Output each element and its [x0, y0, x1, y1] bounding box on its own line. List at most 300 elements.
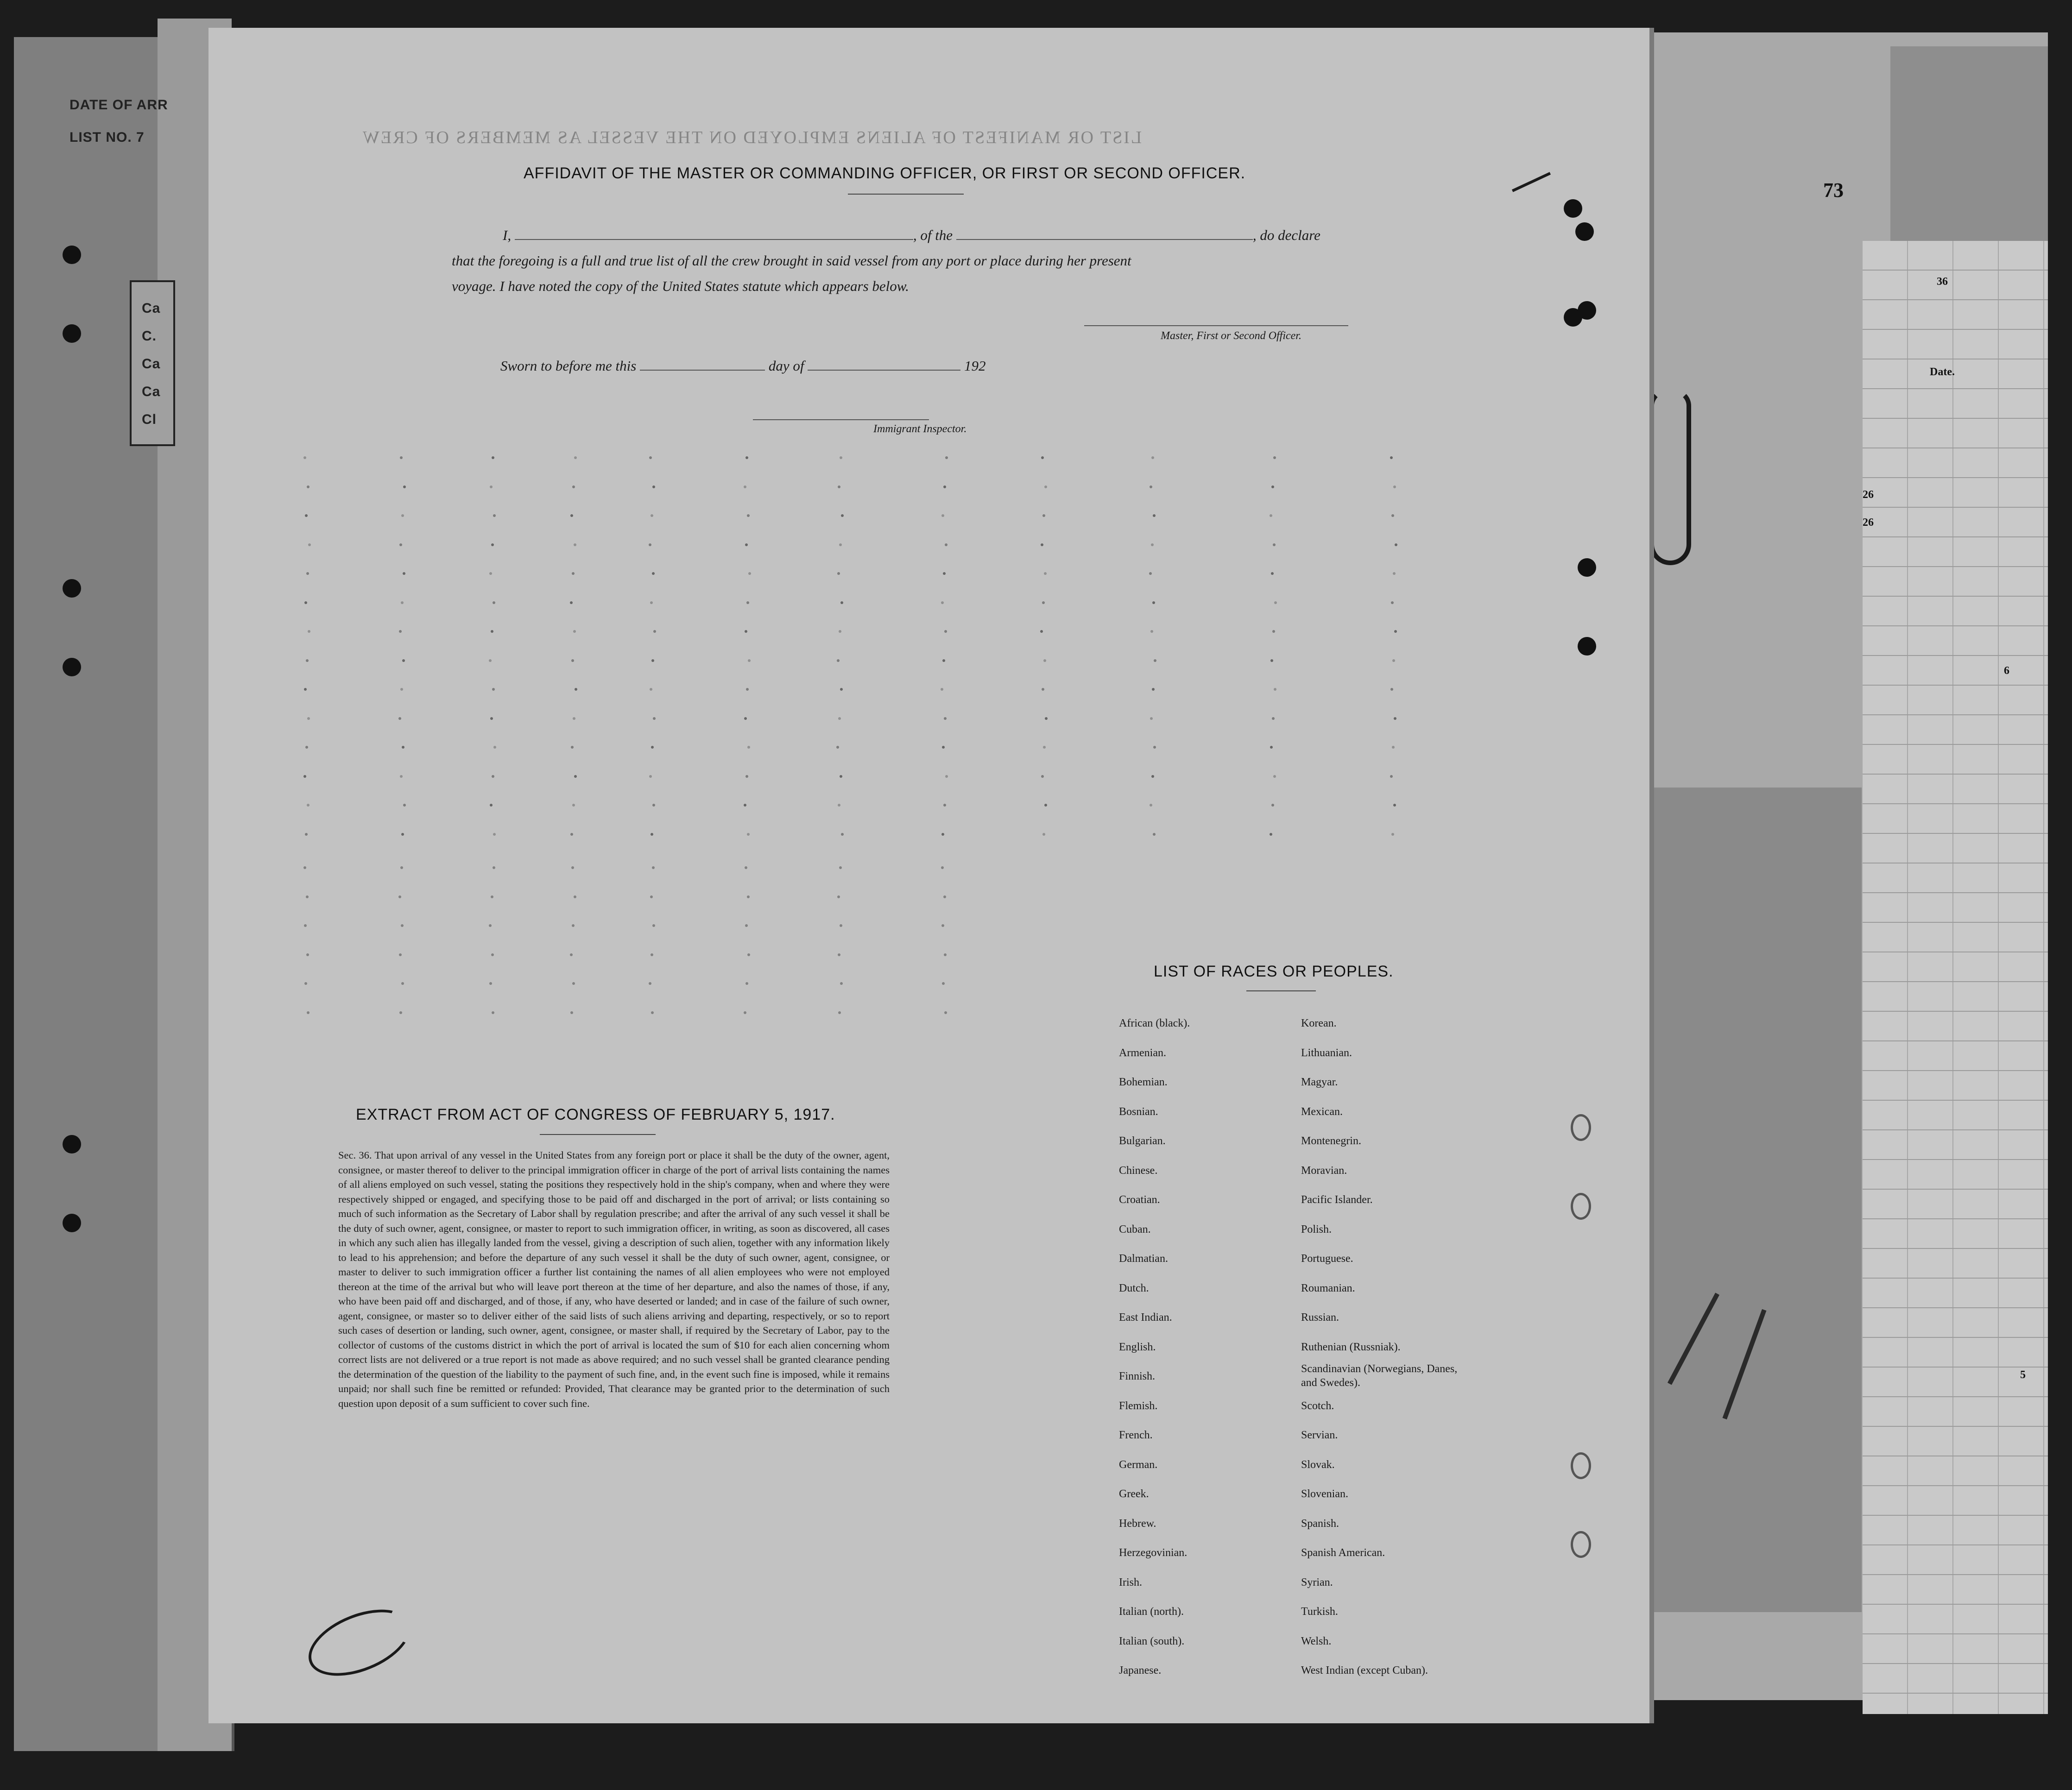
dot-mark [748, 572, 751, 575]
dot-mark [836, 746, 839, 749]
dot-mark [491, 630, 493, 633]
dot-mark [401, 514, 404, 517]
dot-mark [1270, 746, 1273, 749]
dot-mark [1043, 659, 1046, 662]
dot-mark [307, 485, 310, 488]
race-item: Finnish. [1119, 1370, 1156, 1382]
dot-mark [403, 572, 405, 575]
dot-mark [304, 982, 307, 985]
dot-mark [573, 630, 576, 633]
dot-mark [489, 924, 492, 927]
binder-hole [63, 658, 81, 676]
left-label-list: LIST NO. 7 [69, 130, 145, 145]
dot-mark [1042, 688, 1044, 691]
dot-mark [492, 1011, 494, 1014]
dot-mark [1153, 746, 1156, 749]
dot-mark [493, 514, 496, 517]
dot-mark [399, 630, 402, 633]
race-item: Italian (north). [1119, 1606, 1184, 1618]
dot-mark [571, 746, 574, 749]
dot-mark [652, 924, 655, 927]
i-label: I, [503, 227, 512, 243]
left-box-item: Cl [142, 412, 157, 427]
left-margin-box [130, 280, 175, 446]
race-item: Lithuanian. [1301, 1046, 1352, 1059]
dot-mark [651, 1011, 654, 1014]
dot-mark [945, 456, 948, 459]
dot-mark [401, 833, 404, 836]
dot-mark [1154, 659, 1156, 662]
dot-mark [1394, 717, 1396, 720]
dot-mark [649, 543, 651, 546]
dot-mark [400, 775, 403, 778]
dot-mark [1270, 514, 1272, 517]
dot-mark [1391, 833, 1394, 836]
dot-mark [1390, 688, 1393, 691]
dot-mark [841, 514, 844, 517]
binder-hole [1578, 558, 1596, 577]
dot-mark [653, 630, 656, 633]
dot-mark [746, 601, 749, 604]
dot-mark [401, 601, 404, 604]
dot-mark [649, 456, 652, 459]
dot-mark [1151, 456, 1154, 459]
name-field[interactable] [515, 227, 913, 240]
dot-mark [943, 895, 946, 898]
race-item: Slovenian. [1301, 1488, 1348, 1500]
race-item: Mexican. [1301, 1105, 1343, 1118]
race-item: English. [1119, 1341, 1156, 1353]
dot-mark [308, 543, 311, 546]
race-item: Turkish. [1301, 1606, 1338, 1618]
dot-mark [305, 514, 308, 517]
dot-mark [572, 804, 575, 807]
dot-mark [838, 804, 840, 807]
race-item: Irish. [1119, 1576, 1142, 1588]
dot-mark [1151, 543, 1154, 546]
dot-mark [401, 982, 404, 985]
dot-mark [574, 456, 577, 459]
dot-mark [838, 717, 841, 720]
dot-mark [1271, 485, 1274, 488]
race-item: Bulgarian. [1119, 1135, 1166, 1147]
dot-mark [570, 953, 573, 956]
dot-mark [571, 866, 574, 869]
dot-mark [650, 895, 653, 898]
race-item: Slovak. [1301, 1458, 1335, 1471]
dot-mark [570, 601, 573, 604]
dot-mark [745, 630, 747, 633]
race-item: Cuban. [1119, 1223, 1151, 1235]
left-label-date: DATE OF ARR [69, 97, 168, 113]
dot-mark [1151, 775, 1154, 778]
dot-mark [491, 895, 493, 898]
binder-hole [1564, 199, 1582, 218]
year-label: 192 [964, 358, 986, 374]
dot-mark [400, 456, 403, 459]
dot-mark [747, 953, 750, 956]
dot-mark [1042, 601, 1045, 604]
ledger-grid [1863, 241, 2048, 1714]
dot-mark [490, 485, 493, 488]
dot-mark [745, 924, 748, 927]
race-item: Dalmatian. [1119, 1253, 1168, 1265]
dot-mark [1390, 456, 1393, 459]
dot-mark [1152, 601, 1155, 604]
race-item: French. [1119, 1429, 1153, 1441]
page-number: 73 [1823, 179, 1844, 202]
dot-mark [651, 746, 654, 749]
dot-mark [840, 456, 842, 459]
affidavit-title: AFFIDAVIT OF THE MASTER OR COMMANDING OFFICER, OR FIRST OR SECOND OFFICER. [524, 164, 1246, 182]
binder-hole-ring [1571, 1193, 1591, 1220]
inspector-caption: Immigrant Inspector. [873, 423, 967, 435]
dot-mark [840, 924, 842, 927]
ledger-value: 5 [2020, 1369, 2026, 1381]
dot-mark [401, 924, 404, 927]
dot-mark [1271, 572, 1274, 575]
dot-mark [1153, 514, 1156, 517]
race-item: Korean. [1301, 1017, 1337, 1029]
dot-mark [744, 804, 746, 807]
binder-hole [63, 579, 81, 598]
dot-mark [1273, 775, 1276, 778]
dot-mark [1042, 833, 1045, 836]
dot-mark [747, 895, 750, 898]
race-item: Flemish. [1119, 1399, 1158, 1412]
binder-hole-ring [1571, 1452, 1591, 1479]
race-item: Spanish American. [1301, 1547, 1385, 1559]
dot-mark [400, 688, 403, 691]
dot-mark [840, 688, 843, 691]
dot-mark [307, 717, 310, 720]
races-rule [1246, 990, 1316, 991]
binder-hole [63, 246, 81, 264]
handwritten-mark [1649, 389, 1691, 565]
dot-mark [1045, 717, 1048, 720]
dot-mark [839, 866, 842, 869]
dot-mark [747, 746, 750, 749]
ledger-value: 6 [2004, 665, 2009, 677]
dot-mark [944, 953, 947, 956]
dot-mark [838, 485, 840, 488]
dot-mark [493, 601, 495, 604]
dot-mark [399, 1011, 402, 1014]
dot-mark [570, 833, 573, 836]
dot-mark [746, 688, 749, 691]
race-item: Chinese. [1119, 1164, 1158, 1177]
dot-mark [651, 514, 653, 517]
dot-mark [489, 659, 492, 662]
dot-mark [572, 924, 575, 927]
affidavit-line-3: voyage. I have noted the copy of the United States statute which appears below. [452, 278, 909, 294]
binder-hole [63, 1135, 81, 1153]
dot-mark [570, 1011, 573, 1014]
dot-mark [574, 895, 576, 898]
dot-mark [307, 1011, 310, 1014]
dot-mark [493, 833, 496, 836]
dot-mark [492, 688, 495, 691]
race-item: Bohemian. [1119, 1076, 1168, 1088]
dot-mark [942, 746, 945, 749]
dot-mark [745, 543, 748, 546]
dot-mark [941, 924, 944, 927]
left-box-item: Ca [142, 384, 161, 399]
extract-body: Sec. 36. That upon arrival of any vessel in the United States from any foreign port or place it shall be the duty of the owner, agent, consignee, or master thereof to deliver to the principal immigration officer in charge of the port of arrival lists containing the names of all aliens employed on such vessel, stating the positions they respectively hold in the ship's company, when and where they were respectively shipped or engaged, and specifying those to be paid off and discharged in the port of arrival; or lists containing so much of such information as the Secretary of Labor shall by regulation prescribe; and after the arrival of any such vessel it shall be the duty of such owner, agent, consignee, or master to report to such immigration officer, in writing, as soon as discovered, all cases in which any such alien has illegally landed from the vessel, giving a description of such alien, together with any information likely to lead to his apprehension; and before the departure of any such vessel it shall be the duty of such owner, agent, consignee, or master to deliver to such immigration officer a further list containing the names of all alien employees who were not employed thereon at the time of the arrival but who will leave port thereon at the time of her departure, and also the names of those, if any, who have been paid off and discharged, and of those, if any, who have deserted or landed; and in case of the failure of such owner, agent, consignee, or master so to deliver either of the said lists of such aliens arriving and departing, respectively, or so to report such cases of desertion or landing, such owner, agent, consignee, or master shall, if required by the Secretary of Labor, pay to the collector of customs of the customs district in which the port of arrival is located the sum of $10 for each alien concerning whom correct lists are not delivered or a true report is not made as above required; and no such vessel shall be granted clearance pending the determination of the question of the liability to the payment of such fine, and, in the event such fine is imposed, while it remains unpaid; nor shall such fine be remitted or refunded: Provided, That clearance may be granted prior to the determination of such question upon deposit of a sum sufficient to cover such fine. [338, 1149, 890, 1409]
dot-mark [572, 485, 575, 488]
title-rule [848, 194, 964, 195]
dot-mark [398, 717, 401, 720]
dot-mark [570, 514, 573, 517]
dot-mark [1150, 717, 1153, 720]
dot-mark [941, 866, 944, 869]
dot-mark [307, 804, 310, 807]
races-title: LIST OF RACES OR PEOPLES. [1154, 963, 1394, 980]
dot-mark [744, 717, 747, 720]
dot-mark [745, 982, 748, 985]
dot-mark [1272, 630, 1275, 633]
race-item: Greek. [1119, 1488, 1149, 1500]
race-item: Japanese. [1119, 1664, 1162, 1677]
dot-mark [1274, 601, 1277, 604]
dot-mark [1274, 688, 1276, 691]
dot-mark [1391, 514, 1394, 517]
dot-mark [651, 833, 653, 836]
dot-mark [747, 833, 750, 836]
dot-mark [304, 688, 307, 691]
left-box-item: Ca [142, 301, 161, 316]
dot-mark [943, 572, 946, 575]
background-page-right-top [1890, 46, 2048, 241]
dot-mark [572, 982, 575, 985]
dot-mark [1394, 630, 1397, 633]
binder-hole [63, 1214, 81, 1232]
dot-mark [1044, 485, 1047, 488]
race-item: Bosnian. [1119, 1105, 1158, 1118]
of-the-label: , of the [913, 227, 953, 243]
ledger-number-36: 36 [1937, 276, 1948, 288]
dot-mark [305, 746, 308, 749]
dot-mark [839, 543, 842, 546]
inspector-line[interactable] [753, 419, 929, 420]
do-declare-label: , do declare [1252, 227, 1320, 243]
dot-mark [398, 895, 401, 898]
dot-mark [305, 833, 308, 836]
dot-mark [1270, 833, 1272, 836]
dot-mark [837, 659, 840, 662]
race-item: Dutch. [1119, 1282, 1149, 1294]
ledger-value: 26 [1863, 489, 1874, 501]
dot-mark [837, 895, 840, 898]
dot-mark [1041, 456, 1044, 459]
dot-mark [652, 572, 655, 575]
dot-mark [1273, 543, 1276, 546]
dot-mark [1395, 543, 1397, 546]
race-item: Scotch. [1301, 1399, 1334, 1412]
dot-mark [1270, 659, 1273, 662]
dot-mark [651, 659, 654, 662]
dot-mark [572, 572, 575, 575]
vessel-field[interactable] [956, 227, 1253, 240]
races-column-2 [1301, 1009, 1468, 1686]
dot-mark [744, 1011, 746, 1014]
race-item: Moravian. [1301, 1164, 1347, 1177]
dot-mark [492, 456, 494, 459]
dot-mark [403, 485, 406, 488]
dot-mark [303, 866, 306, 869]
dot-mark [306, 659, 309, 662]
month-field[interactable] [808, 358, 960, 371]
dot-mark [1044, 572, 1047, 575]
dot-mark [303, 456, 306, 459]
dot-mark [489, 572, 492, 575]
race-item: Hebrew. [1119, 1517, 1156, 1530]
race-item: Servian. [1301, 1429, 1338, 1441]
dot-mark [944, 1011, 947, 1014]
dot-mark [1044, 804, 1047, 807]
dot-mark [1150, 485, 1152, 488]
bleed-through-heading: LIST OR MANIFEST OF ALIENS EMPLOYED ON THE VESSEL AS MEMBERS OF CREW [361, 128, 1142, 147]
dot-mark [942, 982, 945, 985]
race-item: Herzegovinian. [1119, 1547, 1188, 1559]
dot-mark [400, 866, 403, 869]
dot-mark [573, 717, 575, 720]
left-box-item: C. [142, 328, 157, 344]
dot-mark [306, 572, 309, 575]
dot-mark [652, 804, 655, 807]
dot-mark [491, 953, 494, 956]
dot-mark [748, 659, 751, 662]
sworn-label: Sworn to before me this [500, 358, 637, 374]
dot-mark [1273, 456, 1276, 459]
race-item: Scandinavian (Norwegians, Danes, and Swedes). [1301, 1363, 1458, 1389]
ledger-value: 26 [1863, 517, 1874, 529]
race-item: Magyar. [1301, 1076, 1338, 1088]
dot-mark [492, 775, 494, 778]
dot-mark [649, 982, 651, 985]
binder-hole [1578, 637, 1596, 655]
dot-mark [649, 775, 652, 778]
dot-mark [306, 953, 309, 956]
left-box-item: Ca [142, 356, 161, 372]
dot-mark [1390, 775, 1393, 778]
dot-mark [837, 572, 840, 575]
dot-mark [941, 688, 943, 691]
race-item: Pacific Islander. [1301, 1194, 1373, 1206]
dot-mark [1150, 630, 1153, 633]
dot-mark [575, 688, 577, 691]
signature-caption: Master, First or Second Officer. [1161, 330, 1301, 342]
dot-mark [745, 775, 748, 778]
ledger-date-label: Date. [1930, 366, 1955, 378]
dot-mark [945, 775, 948, 778]
dot-mark [1041, 543, 1043, 546]
dot-mark [944, 630, 947, 633]
dot-mark [402, 659, 405, 662]
dot-mark [571, 659, 574, 662]
race-item: Montenegrin. [1301, 1135, 1361, 1147]
dot-mark [653, 717, 656, 720]
dot-mark [943, 485, 946, 488]
affidavit-line-1 [503, 227, 1320, 244]
dot-mark [841, 833, 844, 836]
dot-mark [303, 775, 306, 778]
dot-mark [651, 953, 653, 956]
affidavit-line-2: that the foregoing is a full and true list of all the crew brought in said vessel from any port or place during her present [452, 252, 1131, 269]
dot-mark [304, 924, 307, 927]
extract-rule [540, 1134, 656, 1135]
dot-mark [945, 543, 948, 546]
dot-mark [491, 543, 494, 546]
binder-hole-ring [1571, 1531, 1591, 1558]
dot-mark [308, 630, 310, 633]
dot-mark [838, 1011, 841, 1014]
dot-mark [1042, 514, 1045, 517]
dot-mark [1393, 572, 1396, 575]
dot-mark [1153, 833, 1156, 836]
dot-mark [840, 775, 842, 778]
dot-mark [1392, 746, 1395, 749]
dot-mark [1391, 601, 1394, 604]
dot-mark [840, 601, 843, 604]
race-item: Russian. [1301, 1311, 1339, 1324]
dot-mark [1150, 804, 1152, 807]
dot-mark [943, 804, 946, 807]
dot-mark [399, 953, 402, 956]
race-item: Spanish. [1301, 1517, 1339, 1530]
binder-hole [1578, 301, 1596, 320]
dot-mark [1393, 804, 1396, 807]
race-item: African (black). [1119, 1017, 1190, 1029]
binder-hole-ring [1571, 1114, 1591, 1141]
race-item: Croatian. [1119, 1194, 1160, 1206]
dot-mark [402, 746, 404, 749]
dot-mark [403, 804, 406, 807]
dot-mark [840, 982, 843, 985]
day-of-label: day of [768, 358, 804, 374]
dot-mark [1040, 630, 1043, 633]
dot-mark [1149, 572, 1152, 575]
dot-mark [489, 982, 492, 985]
day-field[interactable] [640, 358, 765, 371]
dot-mark [1043, 746, 1046, 749]
dot-mark [493, 866, 495, 869]
signature-line[interactable] [1084, 325, 1348, 326]
dot-mark [574, 543, 576, 546]
dot-mark [839, 630, 841, 633]
race-item: East Indian. [1119, 1311, 1172, 1324]
races-column-1 [1119, 1009, 1190, 1686]
race-item: Polish. [1301, 1223, 1332, 1235]
binder-hole [63, 324, 81, 343]
dot-mark [745, 866, 747, 869]
dot-mark [745, 456, 748, 459]
dot-mark [306, 895, 309, 898]
race-item: Syrian. [1301, 1576, 1333, 1588]
race-item: Ruthenian (Russniak). [1301, 1341, 1401, 1353]
race-item: Roumanian. [1301, 1282, 1355, 1294]
dot-mark [652, 485, 655, 488]
dot-mark [650, 601, 653, 604]
race-item: Welsh. [1301, 1635, 1332, 1647]
dot-mark [399, 543, 402, 546]
race-item: Armenian. [1119, 1046, 1166, 1059]
dot-mark [942, 659, 945, 662]
dot-mark [941, 601, 944, 604]
race-item: German. [1119, 1458, 1158, 1471]
sworn-line [500, 358, 985, 374]
race-item: Italian (south). [1119, 1635, 1185, 1647]
